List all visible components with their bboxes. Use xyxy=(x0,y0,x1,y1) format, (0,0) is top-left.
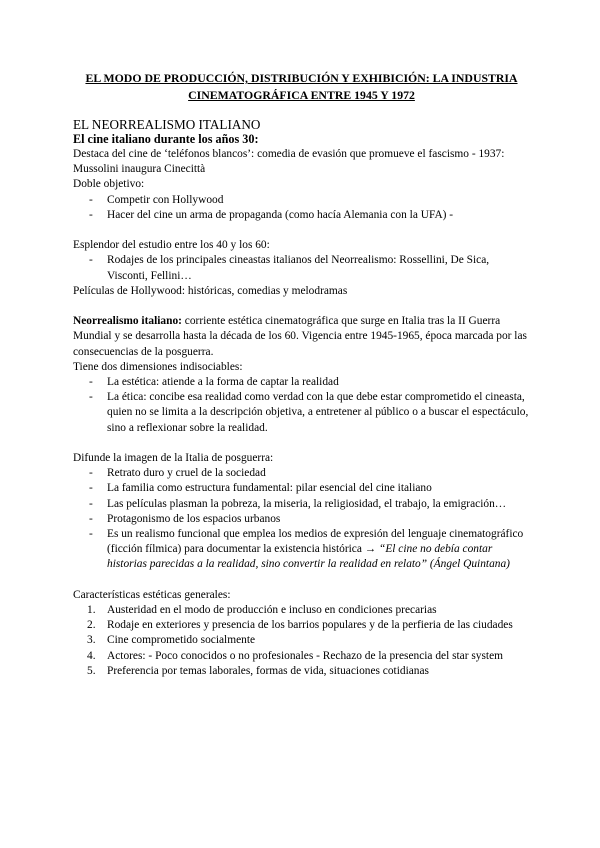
list-objetivos xyxy=(73,193,530,223)
list-number: 3. xyxy=(87,634,96,647)
paragraph-esplendor: Esplendor del estudio entre los 40 y los 60: xyxy=(73,239,270,252)
list-item xyxy=(73,633,530,648)
paragraph-hollywood: Películas de Hollywood: históricas, comedias y melodramas xyxy=(73,284,348,297)
paragraph-difunde: Difunde la imagen de la Italia de posguerra: xyxy=(73,452,274,465)
list-item: - Las películas plasman la pobreza, la miseria, la religiosidad, el trabajo, la emigración… xyxy=(73,497,530,512)
list-number: 4. xyxy=(87,649,96,662)
list-caracteristicas xyxy=(73,603,530,679)
list-text: Preferencia por temas laborales, formas de vida, situaciones cotidianas xyxy=(107,664,429,677)
list-text: Austeridad en el modo de producción e incluso en condiciones precarias xyxy=(107,604,437,617)
list-item xyxy=(73,603,530,618)
realismo-text: Es un realismo funcional que emplea los medios de expresión del lenguaje cinematográfico (ficción fílmica) para documentar la existencia histórica → xyxy=(107,528,524,556)
list-item: - Retrato duro y cruel de la sociedad xyxy=(73,466,530,481)
neorrealismo-text: corriente estética cinematográfica que surge en Italia tras la II Guerra Mundial y se desarrolla hasta la década de los 60. Vigencia entre 1945-1965, época marcada por las consecuencias de la posguerra. xyxy=(73,315,527,358)
list-dimensiones xyxy=(73,375,530,436)
list-item: - La ética: concibe esa realidad como verdad con la que debe estar comprometido el cineasta, quien no se limita a la descripción objetiva, a entretener al público o a buscar el espectáculo, sino a reflexionar sobre la realidad. xyxy=(73,390,530,436)
list-number: 1. xyxy=(87,604,96,617)
neorrealismo-label: Neorrealismo italiano: xyxy=(73,315,182,328)
list-posguerra xyxy=(73,466,530,572)
list-item-realismo xyxy=(73,527,530,573)
list-item xyxy=(73,649,530,664)
paragraph-neorrealismo xyxy=(73,314,530,360)
title-line-1: EL MODO DE PRODUCCIÓN, DISTRIBUCIÓN Y EXHIBICIÓN: LA INDUSTRIA xyxy=(85,71,518,85)
list-item: - La estética: atiende a la forma de captar la realidad xyxy=(73,375,530,390)
list-text: Cine comprometido socialmente xyxy=(107,634,256,647)
document-title xyxy=(73,70,530,103)
list-item xyxy=(73,618,530,633)
list-number: 2. xyxy=(87,619,96,632)
list-item: - Hacer del cine un arma de propaganda (como hacía Alemania con la UFA) - xyxy=(73,208,530,223)
paragraph-cinecitta: Destaca del cine de ‘teléfonos blancos’: comedia de evasión que promueve el fascismo - 1937: Mussolini inaugura Cinecittà xyxy=(73,148,505,176)
list-item: - La familia como estructura fundamental: pilar esencial del cine italiano xyxy=(73,481,530,496)
subheading: El cine italiano durante los años 30: xyxy=(73,132,259,146)
list-item: - Rodajes de los principales cineastas italianos del Neorrealismo: Rossellini, De Sica, Visconti, Fellini… xyxy=(73,253,530,283)
paragraph-dimensiones: Tiene dos dimensiones indisociables: xyxy=(73,360,243,373)
list-number: 5. xyxy=(87,664,96,677)
list-item: - Competir con Hollywood xyxy=(73,193,530,208)
list-text: Actores: - Poco conocidos o no profesionales - Rechazo de la presencia del star system xyxy=(107,649,504,662)
list-item: - Protagonismo de los espacios urbanos xyxy=(73,512,530,527)
list-rodajes xyxy=(73,253,530,283)
list-item xyxy=(73,664,530,679)
quintana-quote: “El cine no debía contar historias parecidas a la realidad, sino convertir la realidad en relato” (Ángel Quintana) xyxy=(107,543,510,571)
paragraph-caracteristicas: Características estéticas generales: xyxy=(73,588,231,601)
title-line-2: CINEMATOGRÁFICA ENTRE 1945 Y 1972 xyxy=(188,87,415,102)
paragraph-doble-objetivo: Doble objetivo: xyxy=(73,178,145,191)
list-text: Rodaje en exteriores y presencia de los barrios populares y de la perfieria de las ciudades xyxy=(107,619,513,632)
section-heading: EL NEORREALISMO ITALIANO xyxy=(73,117,261,132)
